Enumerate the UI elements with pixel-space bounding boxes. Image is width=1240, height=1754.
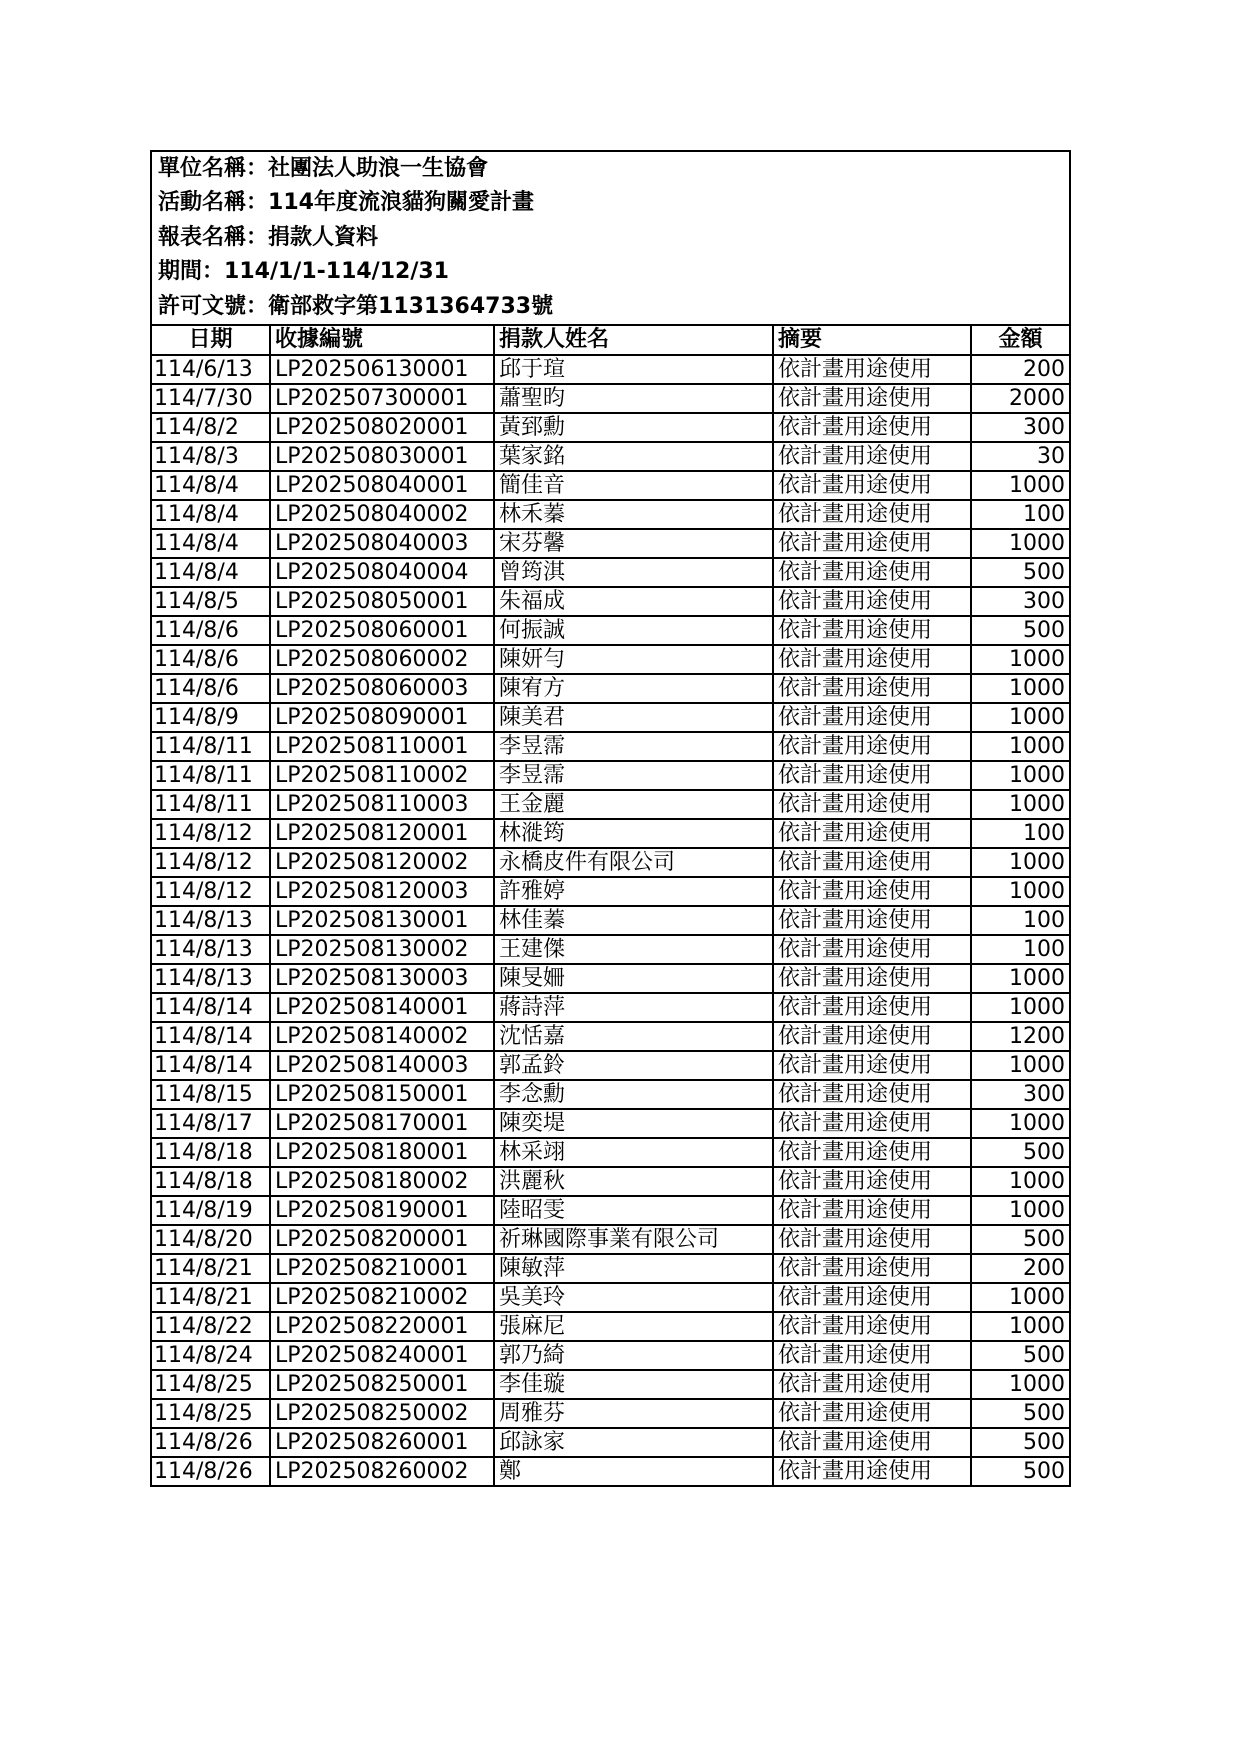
cell-receipt-number: LP202508110003: [270, 790, 494, 819]
cell-receipt-number: LP202508220001: [270, 1312, 494, 1341]
table-row: [152, 1428, 1069, 1457]
cell-amount: 1000: [971, 877, 1069, 906]
cell-donor-name: 林采翊: [494, 1138, 773, 1167]
cell-amount: 1000: [971, 1312, 1069, 1341]
cell-amount: 500: [971, 558, 1069, 587]
cell-summary: 依計畫用途使用: [773, 935, 971, 964]
cell-amount: 1000: [971, 1196, 1069, 1225]
table-row: [152, 1051, 1069, 1080]
cell-donor-name: 蔣詩萍: [494, 993, 773, 1022]
cell-amount: 1000: [971, 1109, 1069, 1138]
cell-receipt-number: LP202508260001: [270, 1428, 494, 1457]
cell-donor-name: 李念勳: [494, 1080, 773, 1109]
table-row: [152, 355, 1069, 384]
table-row: [152, 1138, 1069, 1167]
cell-summary: 依計畫用途使用: [773, 442, 971, 471]
cell-summary: 依計畫用途使用: [773, 819, 971, 848]
cell-donor-name: 陸昭雯: [494, 1196, 773, 1225]
cell-summary: 依計畫用途使用: [773, 645, 971, 674]
cell-date: 114/8/15: [152, 1080, 270, 1109]
column-header-date: 日期: [152, 326, 270, 355]
table-row: [152, 935, 1069, 964]
cell-amount: 2000: [971, 384, 1069, 413]
column-header-donor-name: 捐款人姓名: [494, 326, 773, 355]
cell-receipt-number: LP202508140001: [270, 993, 494, 1022]
cell-summary: 依計畫用途使用: [773, 993, 971, 1022]
cell-date: 114/8/2: [152, 413, 270, 442]
table-row: [152, 616, 1069, 645]
table-row: [152, 1196, 1069, 1225]
cell-summary: 依計畫用途使用: [773, 384, 971, 413]
cell-date: 114/8/11: [152, 761, 270, 790]
table-row: [152, 1399, 1069, 1428]
cell-receipt-number: LP202508210001: [270, 1254, 494, 1283]
table-row: [152, 1080, 1069, 1109]
cell-summary: 依計畫用途使用: [773, 674, 971, 703]
cell-donor-name: 林禾蓁: [494, 500, 773, 529]
cell-date: 114/8/6: [152, 674, 270, 703]
table-row: [152, 1225, 1069, 1254]
cell-summary: 依計畫用途使用: [773, 1457, 971, 1485]
cell-receipt-number: LP202508250001: [270, 1370, 494, 1399]
cell-receipt-number: LP202508120003: [270, 877, 494, 906]
table-row: [152, 1341, 1069, 1370]
cell-summary: 依計畫用途使用: [773, 529, 971, 558]
cell-donor-name: 王金麗: [494, 790, 773, 819]
cell-summary: 依計畫用途使用: [773, 1109, 971, 1138]
table-row: [152, 645, 1069, 674]
cell-amount: 1000: [971, 790, 1069, 819]
cell-date: 114/8/18: [152, 1138, 270, 1167]
cell-summary: 依計畫用途使用: [773, 906, 971, 935]
cell-amount: 500: [971, 1138, 1069, 1167]
cell-amount: 300: [971, 413, 1069, 442]
table-row: [152, 1312, 1069, 1341]
cell-summary: 依計畫用途使用: [773, 616, 971, 645]
table-row: [152, 877, 1069, 906]
table-row: [152, 761, 1069, 790]
table-row: [152, 732, 1069, 761]
cell-receipt-number: LP202508110002: [270, 761, 494, 790]
cell-date: 114/8/26: [152, 1457, 270, 1485]
cell-date: 114/8/25: [152, 1370, 270, 1399]
cell-donor-name: 李昱霈: [494, 732, 773, 761]
cell-date: 114/8/13: [152, 935, 270, 964]
cell-date: 114/8/3: [152, 442, 270, 471]
cell-summary: 依計畫用途使用: [773, 1196, 971, 1225]
cell-receipt-number: LP202508180002: [270, 1167, 494, 1196]
cell-date: 114/8/6: [152, 616, 270, 645]
cell-receipt-number: LP202508140003: [270, 1051, 494, 1080]
cell-donor-name: 邱詠家: [494, 1428, 773, 1457]
cell-date: 114/8/13: [152, 964, 270, 993]
cell-donor-name: 郭乃綺: [494, 1341, 773, 1370]
cell-amount: 30: [971, 442, 1069, 471]
cell-summary: 依計畫用途使用: [773, 732, 971, 761]
cell-summary: 依計畫用途使用: [773, 877, 971, 906]
cell-donor-name: 黃郅勳: [494, 413, 773, 442]
table-row: [152, 558, 1069, 587]
cell-donor-name: 朱福成: [494, 587, 773, 616]
cell-receipt-number: LP202508110001: [270, 732, 494, 761]
table-row: [152, 500, 1069, 529]
cell-amount: 1000: [971, 703, 1069, 732]
period-label: 期間：: [158, 259, 225, 285]
cell-amount: 200: [971, 1254, 1069, 1283]
table-row: [152, 703, 1069, 732]
cell-donor-name: 宋芬馨: [494, 529, 773, 558]
cell-receipt-number: LP202508060002: [270, 645, 494, 674]
cell-date: 114/8/21: [152, 1283, 270, 1312]
table-row: [152, 790, 1069, 819]
unit-name-label: 單位名稱：: [158, 156, 269, 181]
cell-donor-name: 陳美君: [494, 703, 773, 732]
cell-donor-name: 陳妍勻: [494, 645, 773, 674]
activity-name-label: 活動名稱：: [158, 190, 269, 216]
column-header-amount: 金額: [971, 326, 1069, 355]
cell-amount: 1000: [971, 848, 1069, 877]
cell-donor-name: 祈琳國際事業有限公司: [494, 1225, 773, 1254]
cell-date: 114/8/5: [152, 587, 270, 616]
cell-amount: 100: [971, 500, 1069, 529]
donor-report-sheet: [150, 150, 1071, 1487]
cell-summary: 依計畫用途使用: [773, 1399, 971, 1428]
cell-donor-name: 林佳蓁: [494, 906, 773, 935]
cell-amount: 300: [971, 1080, 1069, 1109]
cell-summary: 依計畫用途使用: [773, 1312, 971, 1341]
cell-receipt-number: LP202507300001: [270, 384, 494, 413]
cell-date: 114/8/22: [152, 1312, 270, 1341]
cell-amount: 1000: [971, 674, 1069, 703]
cell-summary: 依計畫用途使用: [773, 471, 971, 500]
report-name-label: 報表名稱：: [158, 224, 269, 250]
cell-receipt-number: LP202508200001: [270, 1225, 494, 1254]
cell-donor-name: 邱于瑄: [494, 355, 773, 384]
cell-amount: 500: [971, 1457, 1069, 1485]
permit-number-line: [152, 290, 1069, 324]
cell-date: 114/8/11: [152, 732, 270, 761]
cell-amount: 300: [971, 587, 1069, 616]
period-value: 114/1/1-114/12/31: [224, 259, 449, 285]
cell-date: 114/8/4: [152, 529, 270, 558]
cell-receipt-number: LP202508250002: [270, 1399, 494, 1428]
cell-donor-name: 周雅芬: [494, 1399, 773, 1428]
table-row: [152, 384, 1069, 413]
cell-date: 114/8/19: [152, 1196, 270, 1225]
table-row: [152, 1254, 1069, 1283]
cell-receipt-number: LP202508130001: [270, 906, 494, 935]
cell-donor-name: 蕭聖昀: [494, 384, 773, 413]
cell-date: 114/8/17: [152, 1109, 270, 1138]
cell-donor-name: 王建傑: [494, 935, 773, 964]
cell-donor-name: 李佳璇: [494, 1370, 773, 1399]
cell-summary: 依計畫用途使用: [773, 1022, 971, 1051]
donor-table: [152, 326, 1069, 1485]
cell-amount: 1000: [971, 529, 1069, 558]
table-row: [152, 964, 1069, 993]
cell-receipt-number: LP202508170001: [270, 1109, 494, 1138]
cell-donor-name: 陳敏萍: [494, 1254, 773, 1283]
cell-date: 114/6/13: [152, 355, 270, 384]
cell-date: 114/8/9: [152, 703, 270, 732]
cell-amount: 100: [971, 906, 1069, 935]
cell-donor-name: 何振誠: [494, 616, 773, 645]
cell-amount: 200: [971, 355, 1069, 384]
cell-donor-name: 簡佳音: [494, 471, 773, 500]
cell-date: 114/8/14: [152, 1051, 270, 1080]
cell-date: 114/8/12: [152, 848, 270, 877]
cell-amount: 1000: [971, 471, 1069, 500]
cell-summary: 依計畫用途使用: [773, 1138, 971, 1167]
cell-summary: 依計畫用途使用: [773, 761, 971, 790]
table-row: [152, 906, 1069, 935]
cell-date: 114/8/26: [152, 1428, 270, 1457]
cell-receipt-number: LP202508180001: [270, 1138, 494, 1167]
cell-receipt-number: LP202508130002: [270, 935, 494, 964]
cell-date: 114/8/14: [152, 993, 270, 1022]
cell-donor-name: 李昱霈: [494, 761, 773, 790]
cell-donor-name: 葉家銘: [494, 442, 773, 471]
cell-amount: 1000: [971, 1283, 1069, 1312]
table-row: [152, 1022, 1069, 1051]
cell-summary: 依計畫用途使用: [773, 964, 971, 993]
column-header-receipt: 收據編號: [270, 326, 494, 355]
cell-donor-name: 永橋皮件有限公司: [494, 848, 773, 877]
cell-amount: 500: [971, 1225, 1069, 1254]
cell-date: 114/8/14: [152, 1022, 270, 1051]
column-header-summary: 摘要: [773, 326, 971, 355]
cell-summary: 依計畫用途使用: [773, 500, 971, 529]
unit-name-value: 社團法人助浪一生協會: [268, 156, 489, 181]
cell-date: 114/8/25: [152, 1399, 270, 1428]
cell-summary: 依計畫用途使用: [773, 1254, 971, 1283]
cell-donor-name: 郭孟鈴: [494, 1051, 773, 1080]
cell-receipt-number: LP202508150001: [270, 1080, 494, 1109]
cell-amount: 1200: [971, 1022, 1069, 1051]
table-row: [152, 848, 1069, 877]
cell-amount: 1000: [971, 964, 1069, 993]
cell-amount: 100: [971, 819, 1069, 848]
cell-date: 114/8/13: [152, 906, 270, 935]
cell-date: 114/8/11: [152, 790, 270, 819]
cell-date: 114/8/4: [152, 500, 270, 529]
cell-donor-name: 吳美玲: [494, 1283, 773, 1312]
cell-donor-name: 林漇筠: [494, 819, 773, 848]
cell-summary: 依計畫用途使用: [773, 355, 971, 384]
cell-date: 114/8/24: [152, 1341, 270, 1370]
cell-date: 114/7/30: [152, 384, 270, 413]
permit-number-value: 衛部救字第1131364733號: [268, 293, 554, 319]
cell-amount: 1000: [971, 1051, 1069, 1080]
cell-summary: 依計畫用途使用: [773, 587, 971, 616]
cell-amount: 500: [971, 616, 1069, 645]
cell-summary: 依計畫用途使用: [773, 790, 971, 819]
table-row: [152, 674, 1069, 703]
cell-receipt-number: LP202508090001: [270, 703, 494, 732]
cell-receipt-number: LP202508030001: [270, 442, 494, 471]
unit-name-line: [152, 152, 1069, 186]
cell-donor-name: 陳奕堤: [494, 1109, 773, 1138]
table-row: [152, 993, 1069, 1022]
cell-summary: 依計畫用途使用: [773, 703, 971, 732]
cell-receipt-number: LP202508120002: [270, 848, 494, 877]
cell-donor-name: 沈恬嘉: [494, 1022, 773, 1051]
cell-summary: 依計畫用途使用: [773, 848, 971, 877]
activity-name-line: [152, 186, 1069, 220]
cell-receipt-number: LP202508020001: [270, 413, 494, 442]
table-header-row: [152, 326, 1069, 355]
cell-summary: 依計畫用途使用: [773, 1051, 971, 1080]
cell-summary: 依計畫用途使用: [773, 1167, 971, 1196]
report-name-value: 捐款人資料: [268, 224, 379, 250]
table-row: [152, 1457, 1069, 1485]
cell-receipt-number: LP202508140002: [270, 1022, 494, 1051]
cell-summary: 依計畫用途使用: [773, 558, 971, 587]
table-row: [152, 1109, 1069, 1138]
table-body: [152, 355, 1069, 1485]
period-line: [152, 255, 1069, 289]
cell-amount: 1000: [971, 761, 1069, 790]
cell-donor-name: 陳旻姍: [494, 964, 773, 993]
cell-date: 114/8/12: [152, 819, 270, 848]
table-row: [152, 413, 1069, 442]
report-name-line: [152, 221, 1069, 255]
cell-amount: 1000: [971, 1370, 1069, 1399]
cell-amount: 500: [971, 1341, 1069, 1370]
permit-number-label: 許可文號：: [158, 293, 269, 319]
cell-receipt-number: LP202508040003: [270, 529, 494, 558]
cell-receipt-number: LP202508060001: [270, 616, 494, 645]
cell-receipt-number: LP202508040002: [270, 500, 494, 529]
table-row: [152, 1167, 1069, 1196]
cell-donor-name: 曾筠淇: [494, 558, 773, 587]
cell-receipt-number: LP202508040001: [270, 471, 494, 500]
cell-amount: 1000: [971, 732, 1069, 761]
report-info: [152, 152, 1069, 326]
cell-receipt-number: LP202508190001: [270, 1196, 494, 1225]
table-row: [152, 587, 1069, 616]
cell-amount: 500: [971, 1428, 1069, 1457]
cell-donor-name: 許雅婷: [494, 877, 773, 906]
cell-date: 114/8/4: [152, 558, 270, 587]
cell-summary: 依計畫用途使用: [773, 1341, 971, 1370]
cell-amount: 1000: [971, 993, 1069, 1022]
cell-summary: 依計畫用途使用: [773, 1080, 971, 1109]
cell-amount: 100: [971, 935, 1069, 964]
cell-summary: 依計畫用途使用: [773, 1370, 971, 1399]
cell-date: 114/8/4: [152, 471, 270, 500]
cell-receipt-number: LP202508260002: [270, 1457, 494, 1485]
cell-summary: 依計畫用途使用: [773, 1428, 971, 1457]
cell-date: 114/8/18: [152, 1167, 270, 1196]
table-row: [152, 442, 1069, 471]
cell-receipt-number: LP202508130003: [270, 964, 494, 993]
cell-date: 114/8/21: [152, 1254, 270, 1283]
cell-receipt-number: LP202506130001: [270, 355, 494, 384]
table-row: [152, 819, 1069, 848]
cell-receipt-number: LP202508040004: [270, 558, 494, 587]
cell-receipt-number: LP202508210002: [270, 1283, 494, 1312]
cell-date: 114/8/6: [152, 645, 270, 674]
cell-date: 114/8/20: [152, 1225, 270, 1254]
cell-date: 114/8/12: [152, 877, 270, 906]
cell-donor-name: 張麻尼: [494, 1312, 773, 1341]
table-row: [152, 471, 1069, 500]
table-row: [152, 529, 1069, 558]
cell-amount: 500: [971, 1399, 1069, 1428]
cell-donor-name: 鄭: [494, 1457, 773, 1485]
cell-receipt-number: LP202508240001: [270, 1341, 494, 1370]
cell-summary: 依計畫用途使用: [773, 413, 971, 442]
cell-receipt-number: LP202508060003: [270, 674, 494, 703]
cell-receipt-number: LP202508120001: [270, 819, 494, 848]
cell-summary: 依計畫用途使用: [773, 1283, 971, 1312]
cell-summary: 依計畫用途使用: [773, 1225, 971, 1254]
activity-name-value: 114年度流浪貓狗關愛計畫: [268, 190, 534, 216]
cell-donor-name: 陳宥方: [494, 674, 773, 703]
cell-donor-name: 洪麗秋: [494, 1167, 773, 1196]
table-row: [152, 1370, 1069, 1399]
cell-amount: 1000: [971, 1167, 1069, 1196]
cell-receipt-number: LP202508050001: [270, 587, 494, 616]
cell-amount: 1000: [971, 645, 1069, 674]
table-row: [152, 1283, 1069, 1312]
